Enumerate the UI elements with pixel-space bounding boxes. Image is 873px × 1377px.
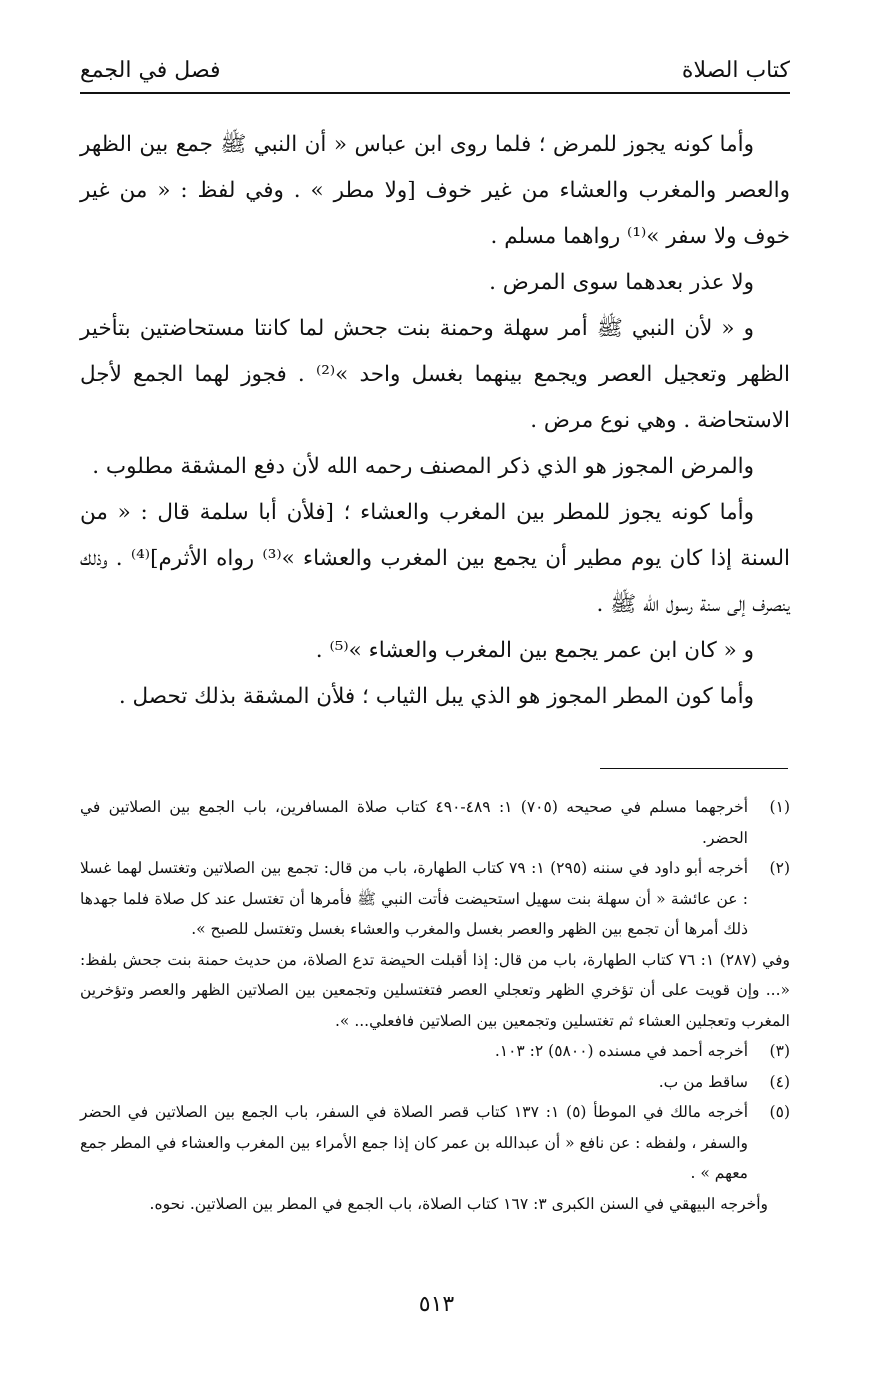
footnote-3 <box>80 1036 790 1067</box>
footnote-number: (٤) <box>769 1072 790 1091</box>
paragraph: وأما كون المطر المجوز هو الذي يبل الثياب ؛ فلأن المشقة بذلك تحصل . <box>118 684 754 709</box>
footnote-text: وأخرجه البيهقي في السنن الكبرى ٣: ١٦٧ كتاب الصلاة، باب الجمع في المطر بين الصلاتين. نحوه. <box>149 1194 768 1213</box>
paragraph: وأما كونه يجوز للمطر بين المغرب والعشاء ؛ [فلأن أبا سلمة قال : « من السنة إذا كان يوم مطير أن يجمع بين المغرب والعشاء »⁽³⁾ رواه الأثرم]⁽⁴⁾ . وذلك ينصرف إلى سنة رسول الله ﷺ . <box>80 500 791 617</box>
paragraph: و « كان ابن عمر يجمع بين المغرب والعشاء »⁽⁵⁾ . <box>315 638 754 663</box>
footnote-text: ساقط من ب. <box>658 1072 748 1091</box>
footnote-number: (٢) <box>769 859 790 877</box>
paragraph: و « لأن النبي ﷺ أمر سهلة وحمنة بنت جحش لما كانتا مستحاضتين بتأخير الظهر وتعجيل العصر ويجمع بينهما بغسل واحد »⁽²⁾ . فجوز لهما الجمع لأجل الاستحاضة . وهي نوع مرض . <box>80 316 791 433</box>
footnote-text: أخرجهما مسلم في صحيحه (٧٠٥) ١: ٤٨٩-٤٩٠ كتاب صلاة المسافرين، باب الجمع بين الصلاتين في الحضر. <box>80 798 749 847</box>
main-text <box>80 122 790 720</box>
footnote-2 <box>80 853 790 945</box>
footnote-5 <box>80 1097 790 1189</box>
footnote-number: (١) <box>769 798 790 816</box>
header-rule <box>80 92 790 94</box>
chapter-title: فصل في الجمع <box>80 58 221 83</box>
paragraph: ولا عذر بعدهما سوى المرض . <box>489 270 754 295</box>
footnote-number: (٥) <box>769 1103 790 1121</box>
footnote-text: أخرجه أحمد في مسنده (٥٨٠٠) ٢: ١٠٣. <box>494 1042 748 1060</box>
paragraph: وأما كونه يجوز للمرض ؛ فلما روى ابن عباس « أن النبي ﷺ جمع بين الظهر والعصر والمغرب والعشاء من غير خوف [ولا مطر » . وفي لفظ : « من غير خوف ولا سفر »⁽¹⁾ رواهما مسلم . <box>80 132 790 249</box>
footnote-4 <box>80 1067 790 1098</box>
page-number: ٥١٣ <box>418 1292 455 1317</box>
footnote-text: أخرجه أبو داود في سننه (٢٩٥) ١: ٧٩ كتاب الطهارة، باب من قال: تجمع بين الصلاتين وتغتسل لهما غسلا : عن عائشة « أن سهلة بنت سهيل استحيضت فأتت النبي ﷺ فأمرها أن تغتسل عند كل صلاة فلما جهدها ذلك أمرها أن تجمع بين الظهر والعصر بغسل والمغرب والعشاء بغسل وتغتسل للصبح ». <box>80 859 749 938</box>
paragraph: والمرض المجوز هو الذي ذكر المصنف رحمه الله لأن دفع المشقة مطلوب . <box>92 454 754 479</box>
running-header <box>80 52 790 94</box>
footnote-number: (٣) <box>769 1042 790 1060</box>
book-title: كتاب الصلاة <box>681 58 790 83</box>
footnote-text: وفي (٢٨٧) ١: ٧٦ كتاب الطهارة، باب من قال: إذا أقبلت الحيضة تدع الصلاة، من حديث حمنة بنت جحش بلفظ: «... وإن قويت على أن تؤخري الظهر وتعجلي العصر فتغتسلين وتجمعين بين الصلاتين الظهر والعصر وتؤخرين المغرب وتعجلين العشاء ثم تغتسلين وتجمعين بين الصلاتين فافعلي... ». <box>80 950 790 1030</box>
footnotes <box>80 792 790 1219</box>
footnote-separator <box>600 768 788 769</box>
footnote-5-continuation <box>80 1189 790 1220</box>
footnote-2-continuation <box>80 945 790 1037</box>
footnote-text: أخرجه مالك في الموطأ (٥) ١: ١٣٧ كتاب قصر الصلاة في السفر، باب الجمع بين الصلاتين في الحضر والسفر ، ولفظه : عن نافع « أن عبدالله بن عمر كان إذا جمع الأمراء بين المغرب والعشاء في المطر جمع معهم » . <box>80 1103 748 1182</box>
footnote-1 <box>80 792 790 853</box>
